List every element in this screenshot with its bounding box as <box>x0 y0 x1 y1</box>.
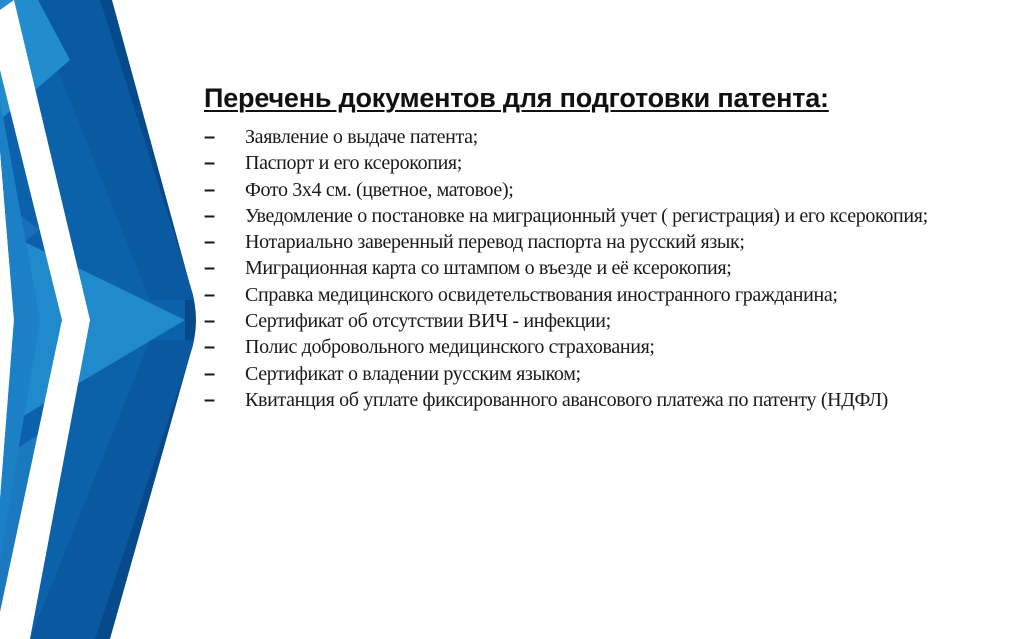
bullet-dash-icon: – <box>204 336 216 359</box>
blue-chevron-arrow-decoration <box>0 0 220 639</box>
list-item-text: Миграционная карта со штампом о въезде и её ксерокопия; <box>245 257 732 280</box>
list-item-text: Уведомление о постановке на миграционный учет ( регистрация) и его ксерокопия; <box>245 204 928 227</box>
list-item-text: Полис добровольного медицинского страхования; <box>245 336 655 359</box>
list-item <box>204 203 964 229</box>
bullet-dash-icon: – <box>204 126 216 148</box>
list-item-text: Квитанция об уплате фиксированного авансового платежа по патенту (НДФЛ) <box>245 388 888 411</box>
bullet-dash-icon: – <box>204 257 216 280</box>
bullet-dash-icon: – <box>204 388 216 411</box>
bullet-dash-icon: – <box>204 362 216 385</box>
list-item <box>204 387 964 413</box>
bullet-dash-icon: – <box>204 152 216 175</box>
bullet-dash-icon: – <box>204 283 216 306</box>
list-item-text: Заявление о выдаче патента; <box>245 126 478 148</box>
list-item-text: Сертификат о владении русским языком; <box>245 362 581 385</box>
list-item <box>204 308 964 334</box>
list-item <box>204 229 964 255</box>
bullet-dash-icon: – <box>204 310 216 333</box>
list-item <box>204 334 964 360</box>
list-item-text: Паспорт и его ксерокопия; <box>245 152 462 175</box>
page-title: Перечень документов для подготовки патента: <box>204 83 829 113</box>
list-item <box>204 282 964 308</box>
bullet-dash-icon: – <box>204 231 216 254</box>
list-item <box>204 150 964 176</box>
list-item-text: Нотариально заверенный перевод паспорта на русский язык; <box>245 231 745 254</box>
document-list <box>204 124 964 413</box>
list-item <box>204 255 964 281</box>
list-item <box>204 361 964 387</box>
list-item <box>204 177 964 203</box>
list-item-text: Фото 3х4 см. (цветное, матовое); <box>245 178 514 201</box>
bullet-dash-icon: – <box>204 204 216 227</box>
list-item-text: Справка медицинского освидетельствования иностранного гражданина; <box>245 283 838 306</box>
list-item-text: Сертификат об отсутствии ВИЧ - инфекции; <box>245 310 611 333</box>
list-item <box>204 124 964 150</box>
bullet-dash-icon: – <box>204 178 216 201</box>
